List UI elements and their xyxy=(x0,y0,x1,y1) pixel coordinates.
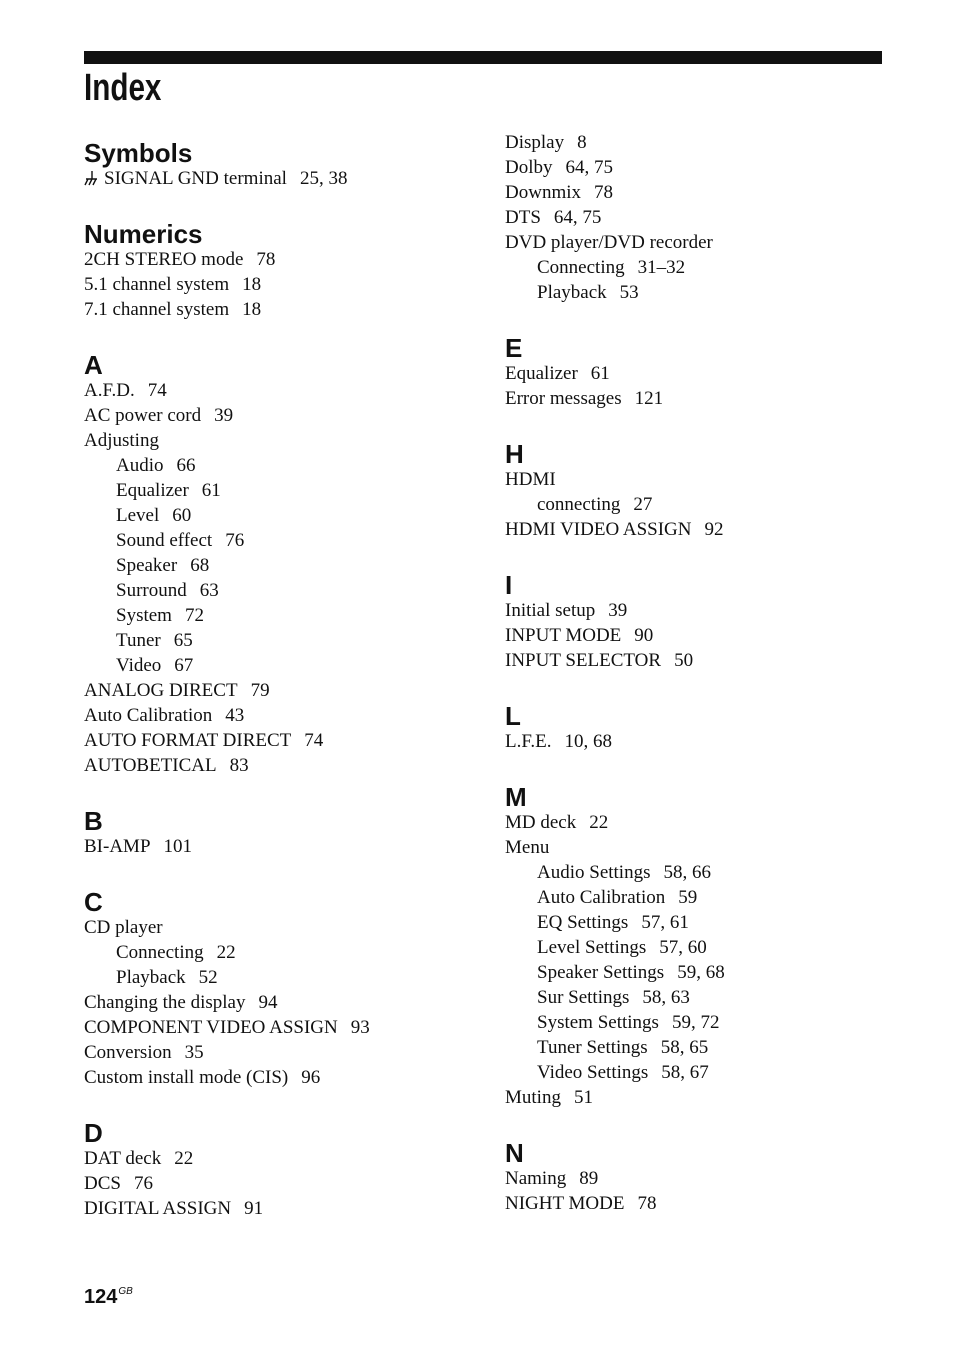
entry-term: AUTOBETICAL xyxy=(84,755,217,776)
entry-page-refs: 61 xyxy=(590,363,610,384)
entry-term: MD deck xyxy=(505,812,577,833)
index-section-d xyxy=(84,1110,370,1221)
entry-page-refs: 22 xyxy=(174,1148,194,1169)
index-subentry xyxy=(505,1060,725,1085)
entry-term: ANALOG DIRECT xyxy=(84,680,238,701)
entry-term: Sound effect xyxy=(116,530,213,551)
entry-term: Equalizer xyxy=(505,363,578,384)
index-subentry xyxy=(84,478,370,503)
entry-page-refs: 18 xyxy=(242,274,262,295)
entry-term: NIGHT MODE xyxy=(505,1193,625,1214)
section-heading: L xyxy=(505,701,521,731)
entry-page-refs: 39 xyxy=(608,600,628,621)
index-section-a xyxy=(84,342,370,778)
entry-term: SIGNAL GND terminal xyxy=(104,168,287,189)
section-heading: D xyxy=(84,1118,103,1148)
entry-page-refs: 61 xyxy=(201,480,221,501)
index-entry xyxy=(84,1040,370,1065)
entry-term: System Settings xyxy=(537,1012,659,1033)
entry-term: connecting xyxy=(537,494,621,515)
entry-page-refs: 60 xyxy=(172,505,192,526)
index-subentry xyxy=(505,885,725,910)
entry-page-refs: 92 xyxy=(704,519,724,540)
title-rule xyxy=(84,51,882,64)
entry-page-refs: 59, 68 xyxy=(677,962,725,983)
index-entry xyxy=(505,598,725,623)
index-subentry xyxy=(84,603,370,628)
entry-page-refs: 74 xyxy=(147,380,167,401)
index-subentry xyxy=(505,280,725,305)
entry-term: Video Settings xyxy=(537,1062,649,1083)
entry-page-refs: 96 xyxy=(301,1067,321,1088)
entry-page-refs: 89 xyxy=(579,1168,599,1189)
entry-term: Audio xyxy=(116,455,164,476)
entry-page-refs: 58, 63 xyxy=(642,987,690,1008)
entry-term: Playback xyxy=(116,967,186,988)
index-entry xyxy=(84,247,370,272)
section-heading: A xyxy=(84,350,103,380)
entry-page-refs: 31–32 xyxy=(637,257,686,278)
entry-term: Changing the display xyxy=(84,992,246,1013)
index-entry xyxy=(84,428,370,453)
entry-page-refs: 78 xyxy=(637,1193,657,1214)
entry-page-refs: 27 xyxy=(633,494,653,515)
entry-term: Playback xyxy=(537,282,607,303)
index-subentry xyxy=(84,453,370,478)
index-section-numerics xyxy=(84,211,370,322)
entry-page-refs: 64, 75 xyxy=(553,207,602,228)
entry-page-refs: 57, 61 xyxy=(641,912,689,933)
entry-term: BI-AMP xyxy=(84,836,151,857)
entry-term: Custom install mode (CIS) xyxy=(84,1067,289,1088)
index-section-e xyxy=(505,325,725,411)
entry-term: Dolby xyxy=(505,157,553,178)
index-section-h xyxy=(505,431,725,542)
index-entry xyxy=(505,155,725,180)
entry-page-refs: 43 xyxy=(225,705,245,726)
index-entry xyxy=(84,1065,370,1090)
entry-term: Naming xyxy=(505,1168,567,1189)
entry-term: Speaker xyxy=(116,555,178,576)
index-subentry xyxy=(84,528,370,553)
index-section-i xyxy=(505,562,725,673)
index-subentry xyxy=(84,628,370,653)
index-entry xyxy=(505,130,725,155)
index-entry xyxy=(84,915,370,940)
index-entry xyxy=(84,1146,370,1171)
entry-term: HDMI xyxy=(505,469,556,490)
entry-page-refs: 94 xyxy=(258,992,278,1013)
index-entry xyxy=(84,1015,370,1040)
entry-page-refs: 76 xyxy=(133,1173,153,1194)
entry-term: Surround xyxy=(116,580,187,601)
index-entry xyxy=(505,729,725,754)
index-entry xyxy=(84,166,370,191)
entry-page-refs: 25, 38 xyxy=(299,168,348,189)
entry-term: 7.1 channel system xyxy=(84,299,230,320)
entry-term: DAT deck xyxy=(84,1148,162,1169)
index-entry xyxy=(84,728,370,753)
page-number: 124 xyxy=(84,1286,118,1308)
section-heading: M xyxy=(505,782,527,812)
section-heading: N xyxy=(505,1138,524,1168)
index-subentry xyxy=(505,1035,725,1060)
index-subentry xyxy=(84,503,370,528)
index-section-symbols xyxy=(84,130,370,191)
entry-page-refs: 58, 66 xyxy=(663,862,711,883)
index-entry xyxy=(505,517,725,542)
entry-term: HDMI VIDEO ASSIGN xyxy=(505,519,692,540)
entry-term: Connecting xyxy=(537,257,625,278)
entry-term: COMPONENT VIDEO ASSIGN xyxy=(84,1017,338,1038)
entry-term: EQ Settings xyxy=(537,912,629,933)
section-heading: I xyxy=(505,570,513,600)
entry-term: Auto Calibration xyxy=(84,705,213,726)
entry-page-refs: 22 xyxy=(216,942,236,963)
entry-page-refs: 58, 65 xyxy=(660,1037,709,1058)
entry-page-refs: 101 xyxy=(163,836,193,857)
entry-page-refs: 35 xyxy=(184,1042,204,1063)
section-heading: C xyxy=(84,887,103,917)
entry-term: Level xyxy=(116,505,160,526)
index-section-l xyxy=(505,693,725,754)
index-entry xyxy=(505,180,725,205)
entry-term: Display xyxy=(505,132,565,153)
entry-term: Adjusting xyxy=(84,430,159,451)
index-section-continued xyxy=(505,130,725,305)
entry-page-refs: 121 xyxy=(634,388,664,409)
index-entry xyxy=(84,678,370,703)
entry-page-refs: 91 xyxy=(244,1198,264,1219)
page-footer xyxy=(84,1280,133,1309)
entry-page-refs: 57, 60 xyxy=(659,937,707,958)
index-entry xyxy=(505,1191,725,1216)
entry-term: DVD player/DVD recorder xyxy=(505,232,713,253)
index-subentry xyxy=(505,935,725,960)
index-entry xyxy=(505,467,725,492)
index-subentry xyxy=(505,860,725,885)
index-entry xyxy=(505,230,725,255)
index-subentry xyxy=(505,985,725,1010)
entry-page-refs: 79 xyxy=(250,680,270,701)
entry-term: Equalizer xyxy=(116,480,189,501)
index-subentry xyxy=(84,653,370,678)
index-section-b xyxy=(84,798,370,859)
entry-page-refs: 65 xyxy=(173,630,193,651)
index-entry xyxy=(505,835,725,860)
index-entry xyxy=(84,1196,370,1221)
index-entry xyxy=(505,1085,725,1110)
entry-page-refs: 67 xyxy=(174,655,194,676)
index-section-m xyxy=(505,774,725,1110)
entry-page-refs: 76 xyxy=(225,530,245,551)
entry-page-refs: 93 xyxy=(350,1017,370,1038)
entry-term: DCS xyxy=(84,1173,121,1194)
index-entry xyxy=(84,272,370,297)
entry-page-refs: 22 xyxy=(589,812,609,833)
entry-term: Tuner xyxy=(116,630,161,651)
entry-page-refs: 51 xyxy=(573,1087,593,1108)
section-heading: E xyxy=(505,333,523,363)
entry-term: INPUT SELECTOR xyxy=(505,650,662,671)
entry-term: Video xyxy=(116,655,162,676)
section-heading: Numerics xyxy=(84,219,203,249)
index-entry xyxy=(505,386,725,411)
index-subentry xyxy=(505,960,725,985)
entry-page-refs: 74 xyxy=(304,730,324,751)
index-subentry xyxy=(505,255,725,280)
entry-page-refs: 50 xyxy=(674,650,694,671)
entry-term: L.F.E. xyxy=(505,731,552,752)
entry-term: Speaker Settings xyxy=(537,962,665,983)
index-entry xyxy=(84,297,370,322)
entry-term: AUTO FORMAT DIRECT xyxy=(84,730,292,751)
index-entry xyxy=(84,753,370,778)
entry-term: Menu xyxy=(505,837,550,858)
index-subentry xyxy=(84,578,370,603)
entry-page-refs: 52 xyxy=(198,967,218,988)
index-subentry xyxy=(505,1010,725,1035)
section-heading: B xyxy=(84,806,103,836)
entry-page-refs: 63 xyxy=(199,580,219,601)
index-entry xyxy=(84,834,370,859)
entry-term: Connecting xyxy=(116,942,204,963)
page-suffix: GB xyxy=(118,1286,133,1297)
entry-page-refs: 8 xyxy=(577,132,587,153)
entry-term: A.F.D. xyxy=(84,380,135,401)
entry-term: DIGITAL ASSIGN xyxy=(84,1198,232,1219)
entry-term: Tuner Settings xyxy=(537,1037,648,1058)
entry-term: 5.1 channel system xyxy=(84,274,230,295)
index-subentry xyxy=(84,940,370,965)
entry-page-refs: 83 xyxy=(229,755,249,776)
index-section-c xyxy=(84,879,370,1090)
entry-page-refs: 59 xyxy=(678,887,698,908)
index-entry xyxy=(505,205,725,230)
entry-page-refs: 68 xyxy=(190,555,210,576)
index-entry xyxy=(505,361,725,386)
index-column-left xyxy=(84,130,370,1221)
index-entry xyxy=(84,1171,370,1196)
entry-term: System xyxy=(116,605,172,626)
entry-page-refs: 78 xyxy=(594,182,613,203)
index-entry xyxy=(84,703,370,728)
entry-term: Error messages xyxy=(505,388,622,409)
entry-page-refs: 58, 67 xyxy=(661,1062,709,1083)
entry-page-refs: 59, 72 xyxy=(671,1012,720,1033)
entry-term: Initial setup xyxy=(505,600,596,621)
entry-term: Conversion xyxy=(84,1042,172,1063)
entry-term: Downmix xyxy=(505,182,581,203)
entry-term: Sur Settings xyxy=(537,987,630,1008)
ground-icon xyxy=(84,170,98,186)
index-section-n xyxy=(505,1130,725,1216)
index-subentry xyxy=(505,492,725,517)
entry-term: Audio Settings xyxy=(537,862,651,883)
entry-term: AC power cord xyxy=(84,405,202,426)
entry-page-refs: 53 xyxy=(619,282,639,303)
entry-term: CD player xyxy=(84,917,163,938)
index-subentry xyxy=(84,965,370,990)
section-heading: Symbols xyxy=(84,138,193,168)
entry-term: Auto Calibration xyxy=(537,887,666,908)
index-subentry xyxy=(84,553,370,578)
section-heading: H xyxy=(505,439,524,469)
entry-term: DTS xyxy=(505,207,541,228)
entry-page-refs: 78 xyxy=(256,249,276,270)
entry-term: Level Settings xyxy=(537,937,647,958)
index-entry xyxy=(505,648,725,673)
index-subentry xyxy=(505,910,725,935)
entry-page-refs: 90 xyxy=(634,625,654,646)
index-entry xyxy=(505,810,725,835)
index-entry xyxy=(84,403,370,428)
index-entry xyxy=(505,623,725,648)
page-title: Index xyxy=(84,67,162,109)
entry-page-refs: 64, 75 xyxy=(565,157,613,178)
entry-page-refs: 18 xyxy=(242,299,262,320)
entry-page-refs: 72 xyxy=(184,605,204,626)
entry-page-refs: 39 xyxy=(214,405,234,426)
index-entry xyxy=(84,378,370,403)
entry-term: INPUT MODE xyxy=(505,625,622,646)
entry-page-refs: 66 xyxy=(176,455,196,476)
index-column-right xyxy=(505,130,725,1216)
entry-page-refs: 10, 68 xyxy=(564,731,613,752)
index-entry xyxy=(505,1166,725,1191)
index-entry xyxy=(84,990,370,1015)
entry-term: 2CH STEREO mode xyxy=(84,249,244,270)
entry-term: Muting xyxy=(505,1087,561,1108)
